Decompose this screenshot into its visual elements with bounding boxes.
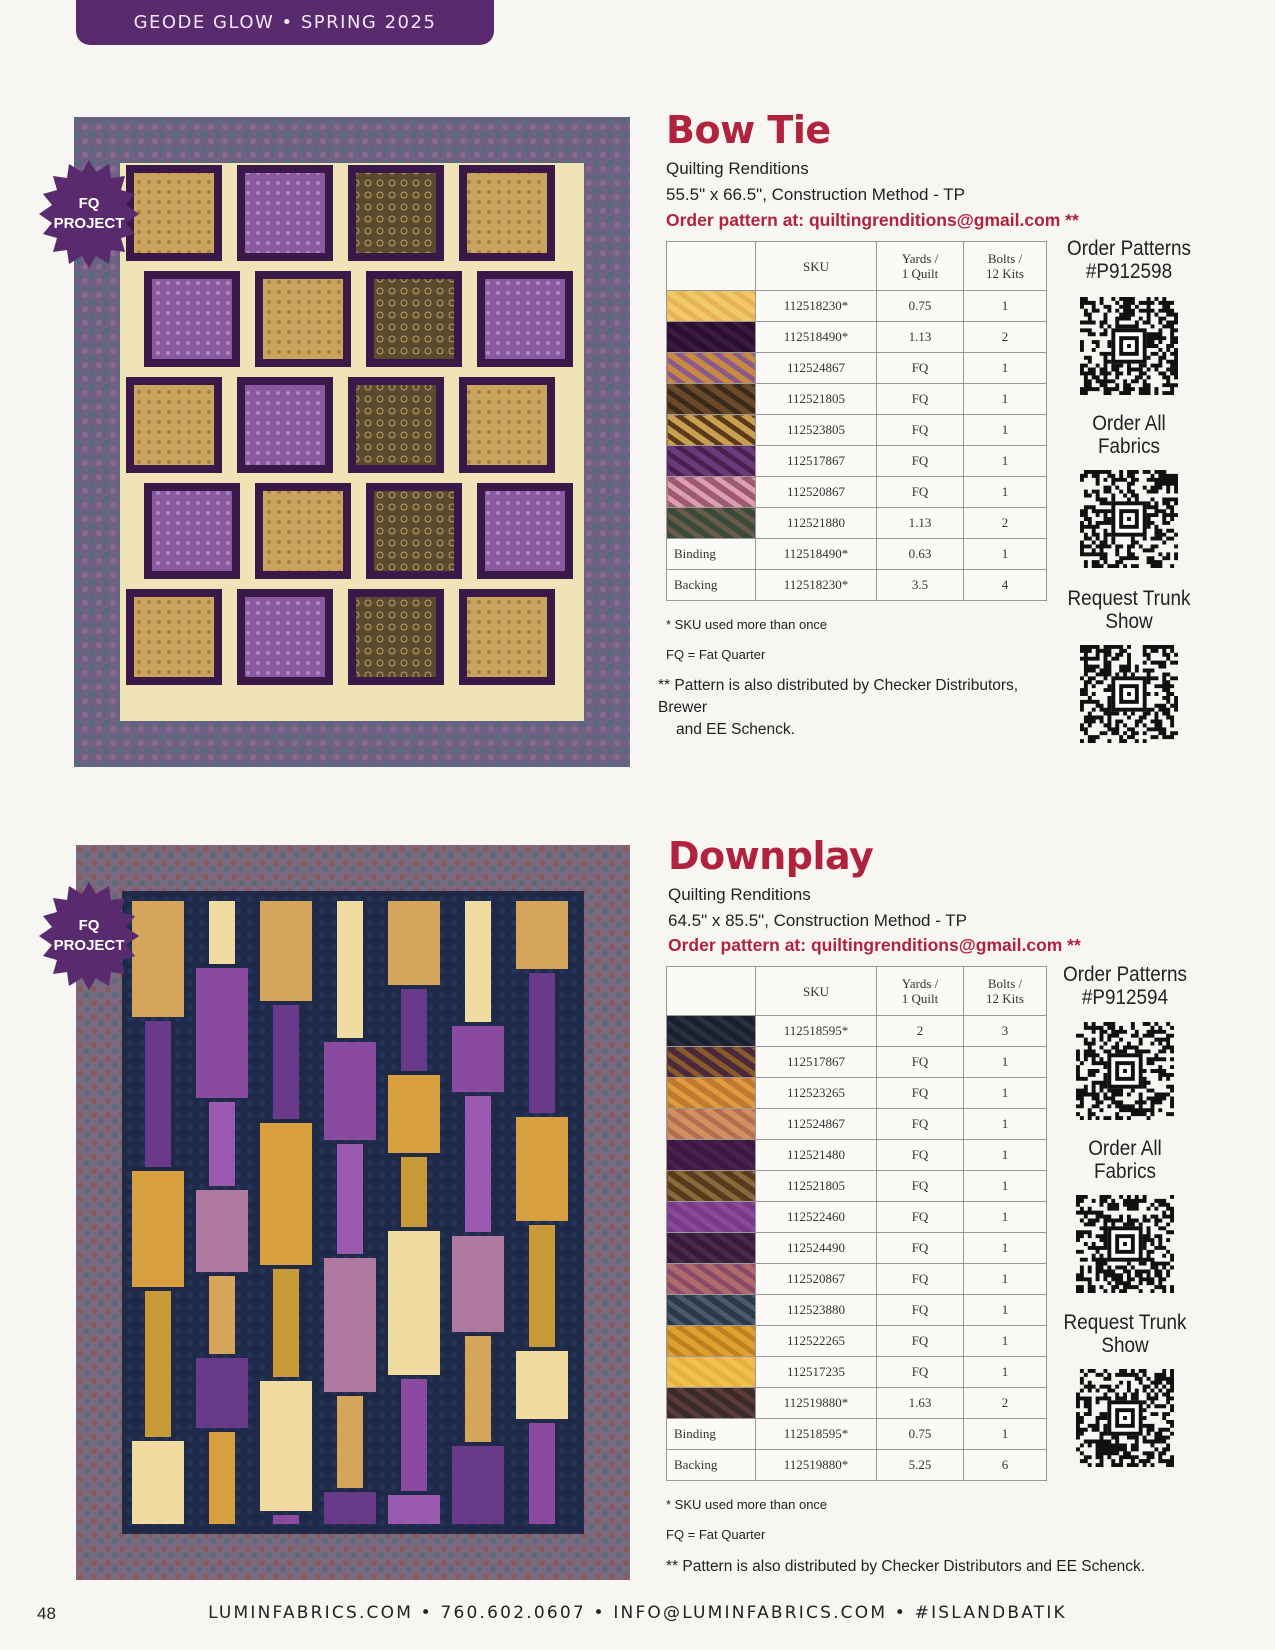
table-row	[667, 1388, 1047, 1419]
order-all-fabrics-label: Order All Fabrics	[1092, 412, 1166, 458]
table-row	[667, 322, 1047, 353]
size-construction: 64.5" x 85.5", Construction Method - TP	[668, 911, 968, 930]
sku-cell: 112523265	[756, 1078, 877, 1109]
sku-cell: 112519880*	[756, 1388, 877, 1419]
table-row	[667, 1450, 1047, 1481]
table-row	[667, 1078, 1047, 1109]
yards-cell: FQ	[877, 415, 964, 446]
table-row	[667, 1326, 1047, 1357]
table-row	[667, 477, 1047, 508]
badge-line-1: FQ	[78, 195, 100, 212]
table-row	[667, 415, 1047, 446]
table-row	[667, 1047, 1047, 1078]
bolts-cell: 1	[964, 353, 1047, 384]
fabric-swatch	[667, 1016, 756, 1047]
table-row	[667, 353, 1047, 384]
table-row	[667, 539, 1047, 570]
downplay-quilt-graphic	[76, 845, 630, 1580]
yards-cell: 3.5	[877, 570, 964, 601]
bolts-header: Bolts / 12 Kits	[964, 967, 1047, 1016]
fabric-swatch	[667, 415, 756, 446]
bow-tie-quilt-graphic	[74, 117, 630, 767]
bolts-cell: 1	[964, 1233, 1047, 1264]
fabric-swatch	[667, 322, 756, 353]
yards-cell: 2	[877, 1016, 964, 1047]
sku-header: SKU	[756, 967, 877, 1016]
fabric-swatch	[667, 1140, 756, 1171]
qr-code-icon[interactable]	[1080, 470, 1178, 568]
distribution-line-2: and EE Schenck.	[676, 721, 795, 738]
table-row	[667, 446, 1047, 477]
bolts-cell: 1	[964, 1357, 1047, 1388]
sku-cell: 112523805	[756, 415, 877, 446]
bolts-cell: 1	[964, 539, 1047, 570]
order-patterns-label: Order Patterns #P912594	[1063, 963, 1187, 1009]
sku-cell: 112524867	[756, 1109, 877, 1140]
bolts-cell: 1	[964, 1171, 1047, 1202]
table-row	[667, 1295, 1047, 1326]
sku-cell: 112522265	[756, 1326, 877, 1357]
yards-cell: FQ	[877, 1202, 964, 1233]
bolts-cell: 1	[964, 1109, 1047, 1140]
order-all-fabrics-label: Order All Fabrics	[1088, 1137, 1162, 1183]
table-row	[667, 1109, 1047, 1140]
fabric-swatch	[667, 1388, 756, 1419]
order-pattern-link[interactable]: Order pattern at: quiltingrenditions@gmail.com **	[668, 935, 1081, 955]
qr-code-icon[interactable]	[1080, 645, 1178, 743]
badge-line-2: PROJECT	[53, 215, 125, 232]
bolts-cell: 3	[964, 1016, 1047, 1047]
yards-cell: FQ	[877, 384, 964, 415]
fabric-swatch	[667, 1109, 756, 1140]
table-row	[667, 1233, 1047, 1264]
row-label: Backing	[667, 1450, 756, 1481]
sku-cell: 112518230*	[756, 570, 877, 601]
distribution-note	[658, 675, 1068, 741]
swatch-header	[667, 967, 756, 1016]
sku-cell: 112524867	[756, 353, 877, 384]
bow-tie-quilt-image	[74, 117, 630, 767]
designer-name: Quilting Renditions	[668, 885, 811, 904]
yards-cell: FQ	[877, 353, 964, 384]
sku-cell: 112519880*	[756, 1450, 877, 1481]
fabric-swatch	[667, 384, 756, 415]
fabric-swatch	[667, 1326, 756, 1357]
designer-name: Quilting Renditions	[666, 159, 809, 178]
yards-header: Yards / 1 Quilt	[877, 242, 964, 291]
bolts-cell: 1	[964, 446, 1047, 477]
bolts-cell: 1	[964, 1295, 1047, 1326]
bolts-cell: 1	[964, 291, 1047, 322]
sku-cell: 112518230*	[756, 291, 877, 322]
yards-cell: FQ	[877, 1171, 964, 1202]
fabric-swatch	[667, 1357, 756, 1388]
badge-line-1: FQ	[78, 917, 100, 934]
fabric-swatch	[667, 1171, 756, 1202]
fabric-swatch	[667, 1233, 756, 1264]
qr-code-graphic	[1080, 645, 1178, 743]
qr-code-graphic	[1080, 297, 1178, 395]
footer-contact[interactable]: LUMINFABRICS.COM • 760.602.0607 • INFO@LUMINFABRICS.COM • #ISLANDBATIK	[208, 1603, 1067, 1623]
qr-code-icon[interactable]	[1080, 297, 1178, 395]
header-tab	[76, 0, 494, 45]
sku-cell: 112521480	[756, 1140, 877, 1171]
table-row	[667, 1171, 1047, 1202]
bolts-cell: 1	[964, 1419, 1047, 1450]
sku-cell: 112518490*	[756, 322, 877, 353]
yards-cell: 1.13	[877, 322, 964, 353]
table-row	[667, 508, 1047, 539]
sku-cell: 112520867	[756, 477, 877, 508]
yards-cell: FQ	[877, 1326, 964, 1357]
qr-code-graphic	[1076, 1022, 1174, 1120]
table-row	[667, 384, 1047, 415]
bolts-cell: 2	[964, 508, 1047, 539]
sku-footnote: * SKU used more than once	[666, 617, 828, 632]
sku-cell: 112522460	[756, 1202, 877, 1233]
yards-cell: FQ	[877, 1357, 964, 1388]
fq-footnote: FQ = Fat Quarter	[666, 647, 766, 662]
bolts-cell: 4	[964, 570, 1047, 601]
distribution-line-1: ** Pattern is also distributed by Checker Distributors, Brewer	[658, 677, 1019, 716]
fabric-swatch	[667, 1295, 756, 1326]
distribution-note: ** Pattern is also distributed by Checker Distributors and EE Schenck.	[666, 1558, 1146, 1575]
sku-cell: 112523880	[756, 1295, 877, 1326]
table-row	[667, 1357, 1047, 1388]
yards-header: Yards / 1 Quilt	[877, 967, 964, 1016]
fabric-swatch	[667, 1078, 756, 1109]
bolts-cell: 1	[964, 1140, 1047, 1171]
bolts-cell: 1	[964, 1047, 1047, 1078]
sku-cell: 112518595*	[756, 1016, 877, 1047]
bolts-cell: 1	[964, 477, 1047, 508]
fabric-swatch	[667, 353, 756, 384]
sku-cell: 112521880	[756, 508, 877, 539]
fabric-swatch	[667, 1264, 756, 1295]
request-trunk-show-label: Request Trunk Show	[1067, 587, 1191, 633]
yards-cell: FQ	[877, 1264, 964, 1295]
table-row	[667, 570, 1047, 601]
sku-cell: 112521805	[756, 384, 877, 415]
yards-cell: 0.75	[877, 291, 964, 322]
request-trunk-show-label: Request Trunk Show	[1063, 1311, 1187, 1357]
table-row	[667, 1202, 1047, 1233]
yards-cell: FQ	[877, 1295, 964, 1326]
fabric-swatch	[667, 508, 756, 539]
fq-project-badge	[33, 158, 145, 270]
table-row	[667, 291, 1047, 322]
bolts-cell: 2	[964, 322, 1047, 353]
sku-cell: 112520867	[756, 1264, 877, 1295]
table-row	[667, 1140, 1047, 1171]
fq-footnote: FQ = Fat Quarter	[666, 1527, 766, 1542]
fabric-swatch	[667, 477, 756, 508]
yards-cell: 1.63	[877, 1388, 964, 1419]
bolts-cell: 1	[964, 1078, 1047, 1109]
bolts-cell: 1	[964, 1264, 1047, 1295]
swatch-header	[667, 242, 756, 291]
bolts-cell: 2	[964, 1388, 1047, 1419]
sku-cell: 112518490*	[756, 539, 877, 570]
order-pattern-link[interactable]: Order pattern at: quiltingrenditions@gmail.com **	[666, 210, 1079, 230]
sku-cell: 112521805	[756, 1171, 877, 1202]
fabric-swatch	[667, 291, 756, 322]
qr-code-icon[interactable]	[1076, 1195, 1174, 1293]
bolts-cell: 6	[964, 1450, 1047, 1481]
qr-code-graphic	[1080, 470, 1178, 568]
bolts-header: Bolts / 12 Kits	[964, 242, 1047, 291]
fabric-requirements-table	[666, 966, 1047, 1481]
yards-cell: 0.63	[877, 539, 964, 570]
bolts-cell: 1	[964, 415, 1047, 446]
table-row	[667, 1016, 1047, 1047]
yards-cell: FQ	[877, 1140, 964, 1171]
fabric-swatch	[667, 1202, 756, 1233]
bolts-cell: 1	[964, 1326, 1047, 1357]
yards-cell: FQ	[877, 1233, 964, 1264]
row-label: Backing	[667, 570, 756, 601]
row-label: Binding	[667, 1419, 756, 1450]
fq-project-badge	[33, 880, 145, 992]
table-row	[667, 1419, 1047, 1450]
yards-cell: FQ	[877, 477, 964, 508]
sku-header: SKU	[756, 242, 877, 291]
yards-cell: 0.75	[877, 1419, 964, 1450]
yards-cell: FQ	[877, 1047, 964, 1078]
qr-code-graphic	[1076, 1369, 1174, 1467]
fabric-requirements-table	[666, 241, 1047, 601]
page-number: 48	[37, 1604, 56, 1623]
table-row	[667, 1264, 1047, 1295]
sku-cell: 112517235	[756, 1357, 877, 1388]
yards-cell: FQ	[877, 1078, 964, 1109]
bolts-cell: 1	[964, 384, 1047, 415]
header-label: GEODE GLOW • SPRING 2025	[133, 12, 437, 33]
sku-cell: 112524490	[756, 1233, 877, 1264]
qr-code-icon[interactable]	[1076, 1369, 1174, 1467]
pattern-title: Bow Tie	[666, 108, 831, 152]
fabric-swatch	[667, 1047, 756, 1078]
qr-code-graphic	[1076, 1195, 1174, 1293]
sku-cell: 112518595*	[756, 1419, 877, 1450]
downplay-quilt-image	[76, 845, 630, 1580]
order-patterns-label: Order Patterns #P912598	[1067, 237, 1191, 283]
badge-line-2: PROJECT	[53, 937, 125, 954]
yards-cell: FQ	[877, 446, 964, 477]
sku-cell: 112517867	[756, 1047, 877, 1078]
yards-cell: FQ	[877, 1109, 964, 1140]
row-label: Binding	[667, 539, 756, 570]
yards-cell: 5.25	[877, 1450, 964, 1481]
fabric-swatch	[667, 446, 756, 477]
size-construction: 55.5" x 66.5", Construction Method - TP	[666, 185, 966, 204]
sku-footnote: * SKU used more than once	[666, 1497, 828, 1512]
qr-code-icon[interactable]	[1076, 1022, 1174, 1120]
bolts-cell: 1	[964, 1202, 1047, 1233]
sku-cell: 112517867	[756, 446, 877, 477]
pattern-title: Downplay	[668, 834, 874, 878]
yards-cell: 1.13	[877, 508, 964, 539]
